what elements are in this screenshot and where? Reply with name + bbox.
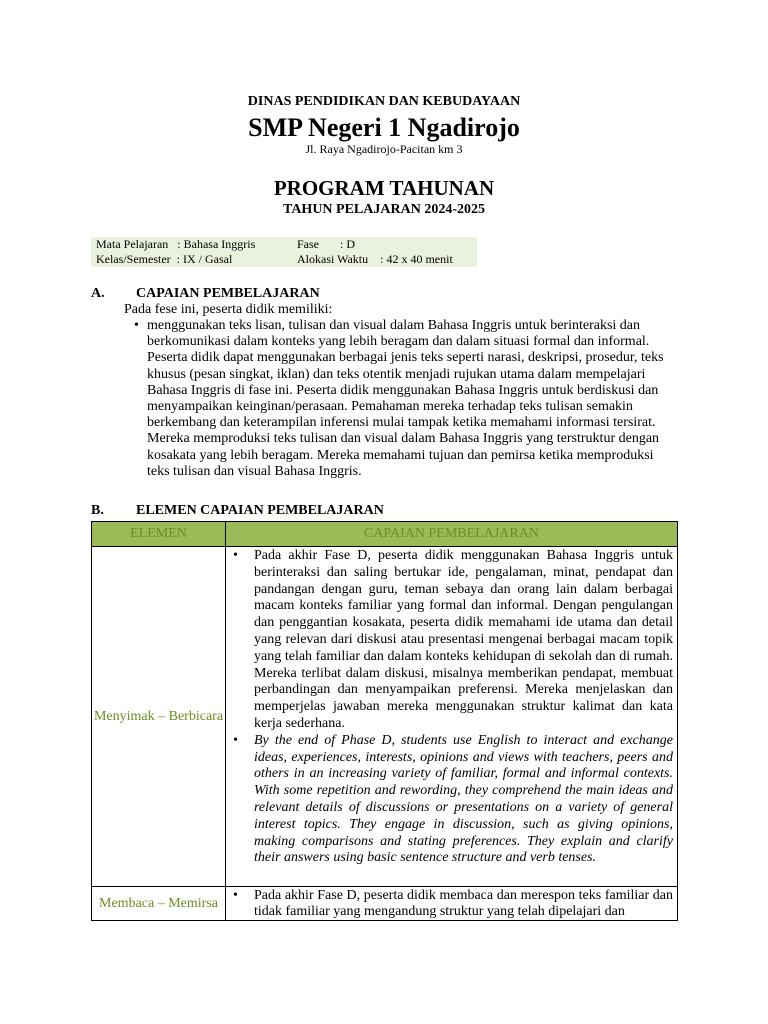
school-address: Jl. Raya Ngadirojo-Pacitan km 3 (305, 142, 463, 156)
academic-year: TAHUN PELAJARAN 2024-2025 (283, 202, 485, 217)
capaian-cell (226, 887, 678, 921)
section-a-title: CAPAIAN PEMBELAJARAN (136, 286, 320, 301)
elemen-table (91, 521, 678, 921)
elemen-name: Menyimak – Berbicara (92, 547, 226, 887)
table-header-row (92, 522, 678, 547)
section-a-letter: A. (91, 286, 105, 301)
section-a-intro: Pada fese ini, peserta didik memiliki: (124, 302, 333, 317)
section-b-title: ELEMEN CAPAIAN PEMBELAJARAN (136, 503, 384, 518)
table-row (92, 887, 678, 921)
capaian-bullets (230, 548, 673, 867)
section-b-letter: B. (91, 503, 104, 518)
capaian-bullet-en: • By the end of Phase D, students use English to interact and exchange ideas, experiences, interests, opinions and views with teachers, peers and others in an increasing variety of familiar, formal and informal contexts. With some repetition and rewording, they comprehend the main ideas and relevant details of discussions or presentations on a variety of general interest topics. They engage in discussion, such as giving opinions, making comparisons and stating preferences. They explain and clarify their answers using basic sentence structure and verb tenses. (230, 733, 673, 867)
document-title: PROGRAM TAHUNAN (273, 176, 495, 200)
subject-info-table (91, 237, 477, 267)
capaian-list (132, 318, 672, 480)
capaian-bullet: • menggunakan teks lisan, tulisan dan visual dalam Bahasa Inggris untuk berinteraksi dan berkomunikasi dalam konteks yang lebih beragam dan dalam situasi formal dan informal. Peserta didik dapat menggunakan berbagai jenis teks seperti narasi, deskripsi, prosedur, teks khusus (pesan singkat, iklan) dan teks otentik menjadi rujukan utama dalam mempelajari Bahasa Inggris di fase ini. Peserta didik menggunakan Bahasa Inggris untuk berdiskusi dan menyampaikan keinginan/perasaan. Pemahaman mereka terhadap teks tulisan semakin berkembang dan keterampilan inferensi mulai tampak ketika memahami informasi tersirat. Mereka memproduksi teks tulisan dan visual dalam Bahasa Inggris yang terstruktur dengan kosakata yang lebih beragam. Mereka memahami tujuan dan pemirsa ketika memproduksi teks tulisan dan visual Bahasa Inggris. (132, 318, 672, 480)
time-allocation-cell: Alokasi Waktu : 42 x 40 menit (297, 252, 453, 266)
table-row (92, 547, 678, 887)
class-semester-cell: Kelas/Semester : IX / Gasal (96, 252, 233, 266)
capaian-cell (226, 547, 678, 887)
capaian-bullet-id: • Pada akhir Fase D, peserta didik membaca dan merespon teks familiar dan tidak familiar yang mengandung struktur yang telah dipelajari dan (230, 888, 673, 920)
info-row (91, 252, 477, 267)
elemen-column-header: ELEMEN (92, 522, 226, 547)
capaian-bullets (230, 888, 673, 920)
capaian-bullet-id: • Pada akhir Fase D, peserta didik menggunakan Bahasa Inggris untuk berinteraksi dan saling bertukar ide, pengalaman, minat, pendapat dan pandangan dengan guru, teman sebaya dan orang lain dalam berbagai macam konteks familiar yang formal dan informal. Dengan pengulangan dan penggantian kosakata, peserta didik memahami ide utama dan detail yang relevan dari diskusi atau presentasi mengenai berbagai macam topik yang telah familiar dan dalam konteks kehidupan di sekolah dan di rumah. Mereka terlibat dalam diskusi, misalnya memberikan pendapat, membuat perbandingan dan menyampaikan preferensi. Mereka menjelaskan dan memperjelas jawaban mereka menggunakan struktur kalimat dan kata kerja sederhana. (230, 548, 673, 733)
phase-cell: Fase : D (297, 237, 355, 251)
capaian-column-header: CAPAIAN PEMBELAJARAN (226, 522, 678, 547)
subject-cell: Mata Pelajaran : Bahasa Inggris (96, 237, 256, 251)
info-row (91, 237, 477, 252)
agency-name: DINAS PENDIDIKAN DAN KEBUDAYAAN (247, 94, 521, 109)
school-name: SMP Negeri 1 Ngadirojo (248, 113, 520, 142)
elemen-name: Membaca – Memirsa (92, 887, 226, 921)
